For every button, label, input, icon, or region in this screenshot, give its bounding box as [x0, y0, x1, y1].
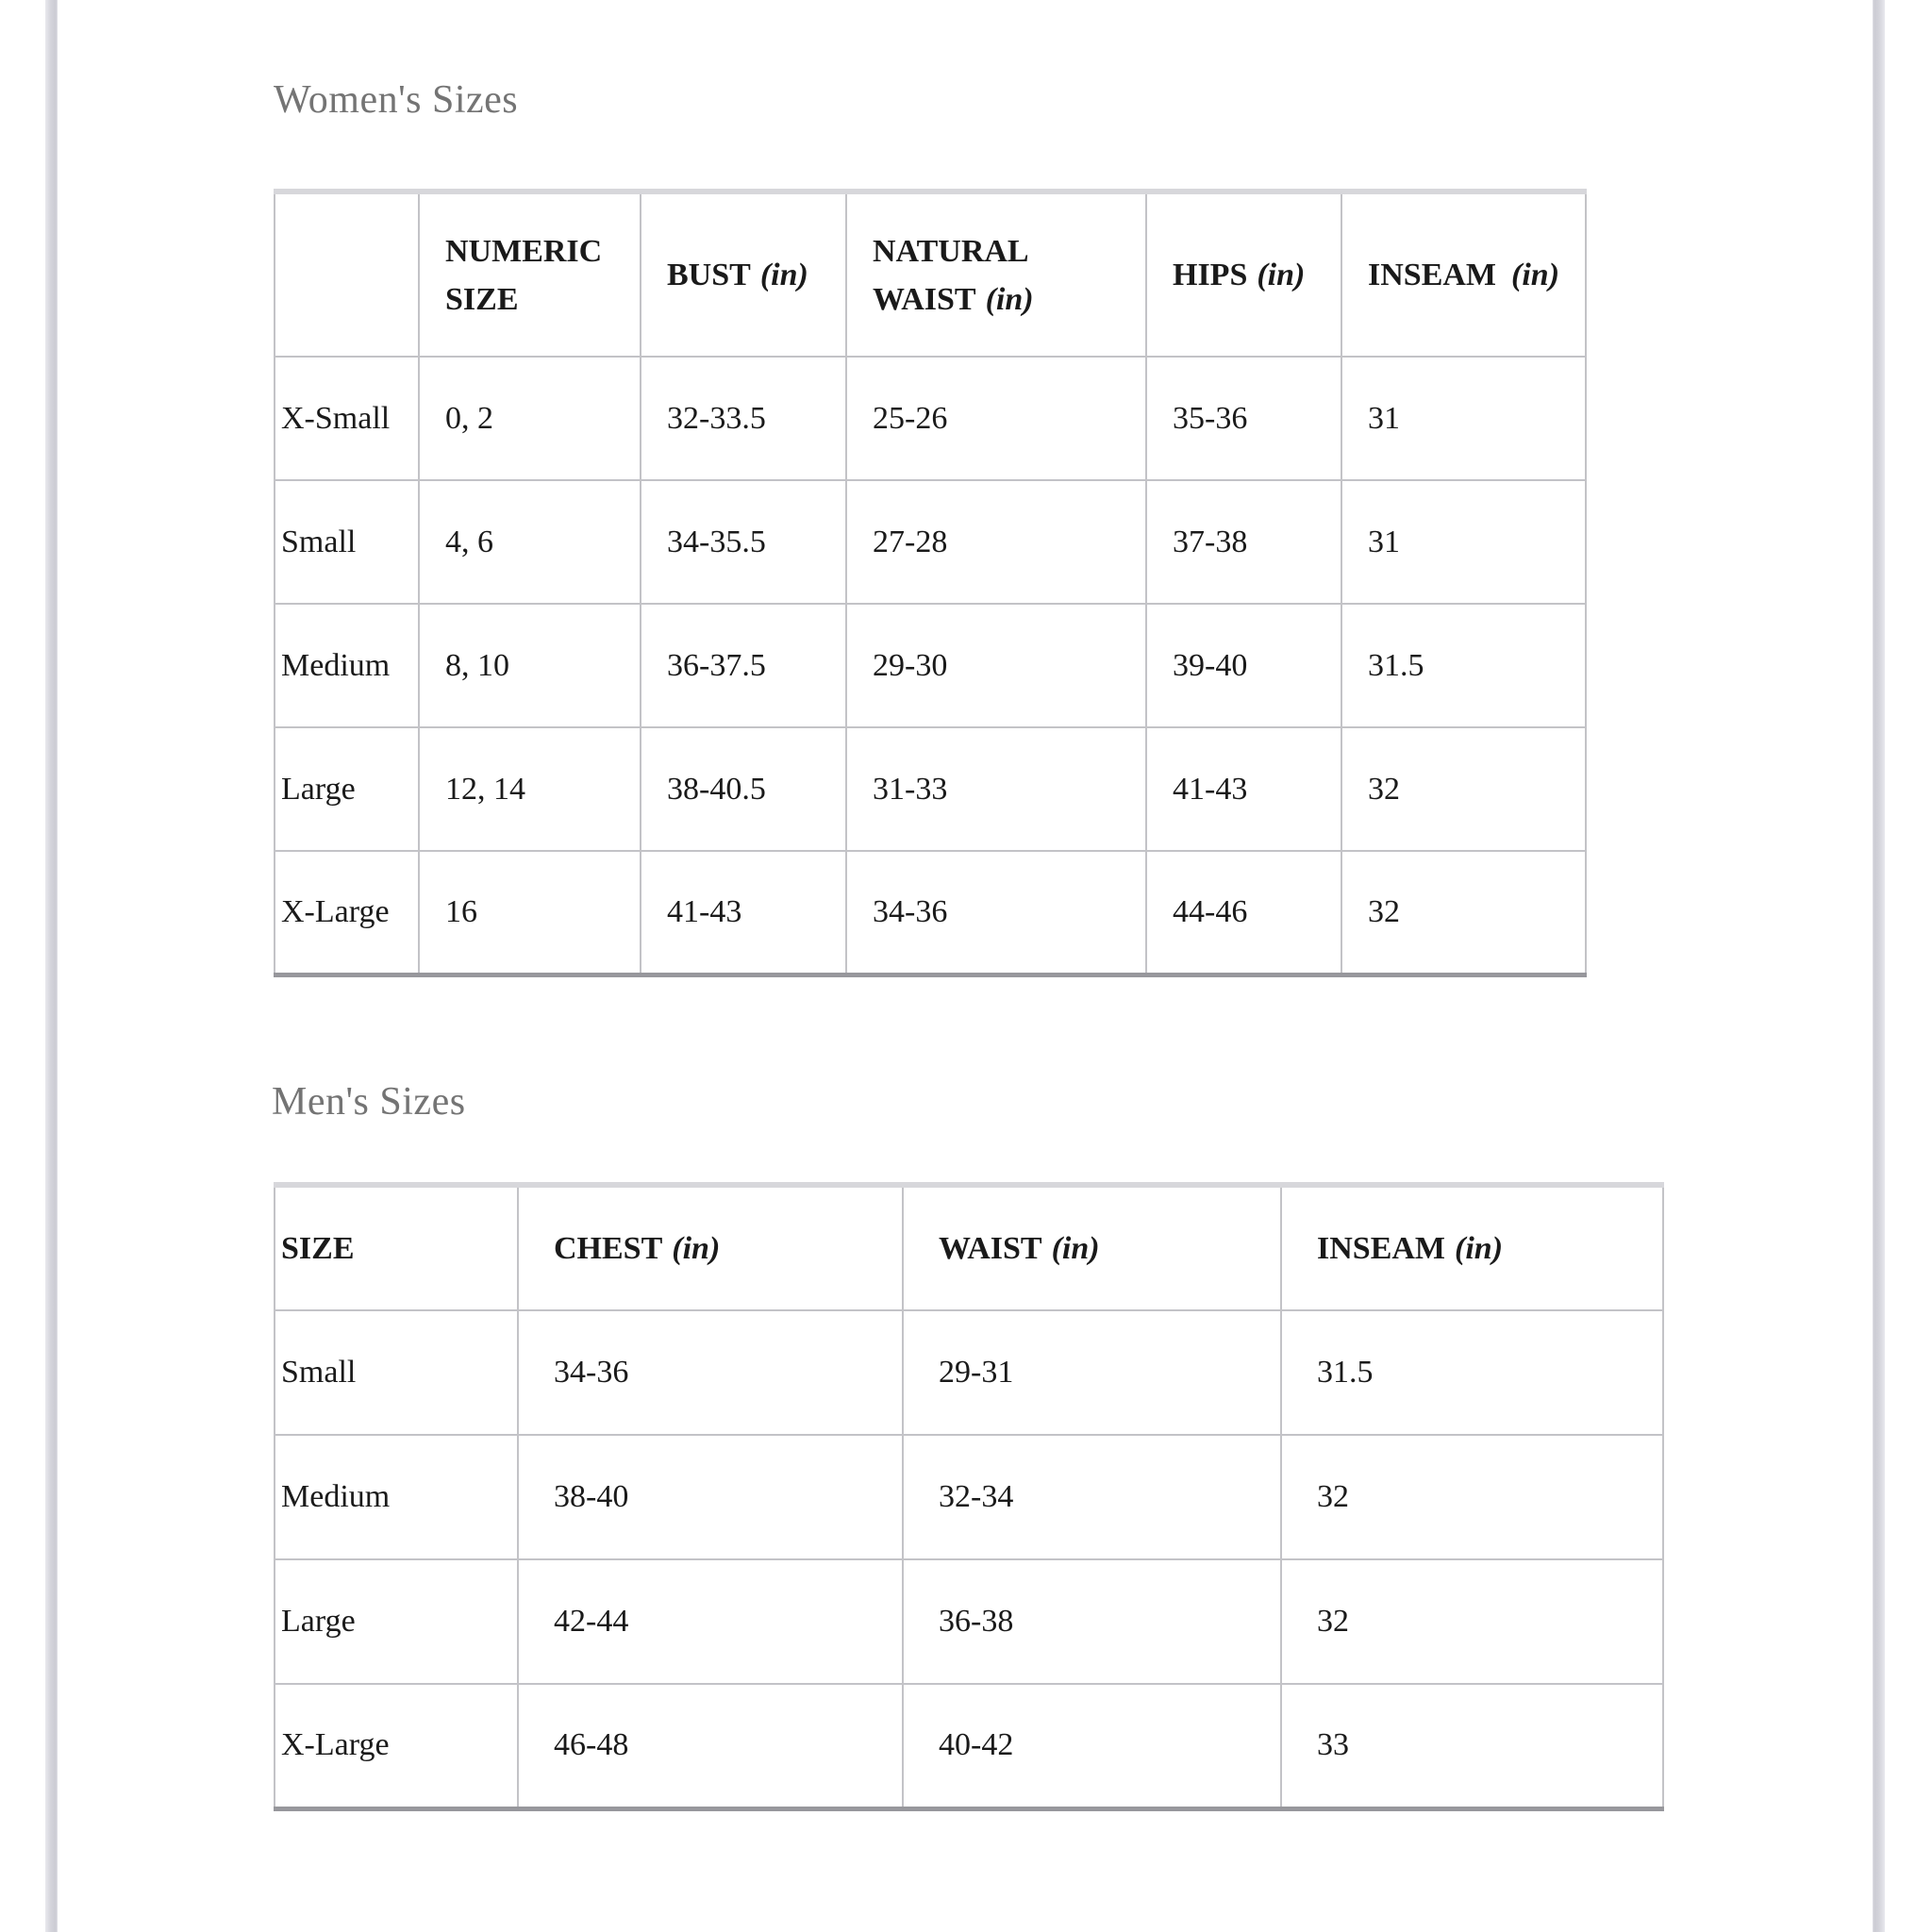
cell-numeric-size: 8, 10 [419, 604, 641, 727]
cell-waist: 29-31 [903, 1310, 1281, 1435]
header-unit: (in) [985, 281, 1034, 317]
mens-header-size [275, 1185, 518, 1310]
cell-chest: 38-40 [518, 1435, 903, 1559]
cell-chest: 46-48 [518, 1684, 903, 1808]
cell-hips: 37-38 [1146, 480, 1341, 604]
mens-header-chest [518, 1185, 903, 1310]
cell-inseam: 32 [1341, 727, 1586, 851]
cell-hips: 44-46 [1146, 851, 1341, 974]
header-label: NUMERIC SIZE [445, 233, 603, 317]
cell-hips: 41-43 [1146, 727, 1341, 851]
cell-bust: 36-37.5 [641, 604, 846, 727]
table-row [275, 357, 1586, 480]
header-label: INSEAM [1368, 258, 1497, 292]
cell-chest: 42-44 [518, 1559, 903, 1684]
row-label: X-Large [275, 1684, 518, 1808]
header-label: HIPS [1173, 258, 1248, 292]
header-row [275, 1185, 1663, 1310]
cell-inseam: 33 [1281, 1684, 1663, 1808]
table-row [275, 604, 1586, 727]
cell-waist: 36-38 [903, 1559, 1281, 1684]
row-label: Medium [275, 604, 419, 727]
mens-table-header [275, 1185, 1663, 1310]
cell-inseam: 31.5 [1281, 1310, 1663, 1435]
cell-bust: 34-35.5 [641, 480, 846, 604]
mens-sizes-table [274, 1182, 1664, 1811]
cell-natural-waist: 34-36 [846, 851, 1146, 974]
cell-hips: 35-36 [1146, 357, 1341, 480]
header-unit: (in) [1511, 258, 1560, 292]
womens-header-bust [641, 192, 846, 357]
cell-inseam: 31 [1341, 480, 1586, 604]
womens-sizes-table [274, 189, 1587, 977]
page-left-edge [45, 0, 58, 1932]
page-right-edge [1873, 0, 1885, 1932]
cell-inseam: 31 [1341, 357, 1586, 480]
womens-header-numeric-size [419, 192, 641, 357]
cell-bust: 41-43 [641, 851, 846, 974]
header-label: SIZE [281, 1231, 355, 1266]
cell-waist: 32-34 [903, 1435, 1281, 1559]
cell-inseam: 32 [1341, 851, 1586, 974]
header-label: NATURAL WAIST [873, 233, 1027, 317]
header-label: CHEST [554, 1231, 663, 1266]
table-row [275, 851, 1586, 974]
cell-inseam: 32 [1281, 1435, 1663, 1559]
header-unit: (in) [1455, 1231, 1504, 1266]
row-label: Small [275, 480, 419, 604]
womens-header-blank [275, 192, 419, 357]
row-label: X-Large [275, 851, 419, 974]
table-row [275, 1435, 1663, 1559]
mens-table-body [275, 1310, 1663, 1808]
header-label: INSEAM [1317, 1231, 1446, 1266]
table-row [275, 480, 1586, 604]
cell-natural-waist: 29-30 [846, 604, 1146, 727]
mens-header-waist [903, 1185, 1281, 1310]
cell-inseam: 32 [1281, 1559, 1663, 1684]
header-unit: (in) [1257, 258, 1306, 292]
header-label: WAIST [939, 1231, 1042, 1266]
womens-header-hips [1146, 192, 1341, 357]
cell-natural-waist: 31-33 [846, 727, 1146, 851]
table-row [275, 1310, 1663, 1435]
row-label: Large [275, 1559, 518, 1684]
mens-header-inseam [1281, 1185, 1663, 1310]
cell-bust: 32-33.5 [641, 357, 846, 480]
header-unit: (in) [672, 1231, 721, 1266]
header-unit: (in) [1051, 1231, 1100, 1266]
womens-header-inseam [1341, 192, 1586, 357]
cell-hips: 39-40 [1146, 604, 1341, 727]
row-label: Medium [275, 1435, 518, 1559]
cell-chest: 34-36 [518, 1310, 903, 1435]
table-row [275, 1559, 1663, 1684]
cell-natural-waist: 27-28 [846, 480, 1146, 604]
womens-table-body [275, 357, 1586, 974]
cell-waist: 40-42 [903, 1684, 1281, 1808]
header-unit: (in) [759, 258, 808, 292]
cell-numeric-size: 12, 14 [419, 727, 641, 851]
cell-numeric-size: 4, 6 [419, 480, 641, 604]
header-label: BUST [667, 258, 751, 292]
header-row [275, 192, 1586, 357]
cell-numeric-size: 0, 2 [419, 357, 641, 480]
row-label: Small [275, 1310, 518, 1435]
cell-inseam: 31.5 [1341, 604, 1586, 727]
cell-natural-waist: 25-26 [846, 357, 1146, 480]
mens-sizes-title: Men's Sizes [272, 1080, 466, 1124]
table-row [275, 727, 1586, 851]
womens-header-natural-waist [846, 192, 1146, 357]
cell-numeric-size: 16 [419, 851, 641, 974]
cell-bust: 38-40.5 [641, 727, 846, 851]
row-label: Large [275, 727, 419, 851]
womens-table-header [275, 192, 1586, 357]
row-label: X-Small [275, 357, 419, 480]
womens-sizes-title: Women's Sizes [274, 78, 519, 122]
table-row [275, 1684, 1663, 1808]
